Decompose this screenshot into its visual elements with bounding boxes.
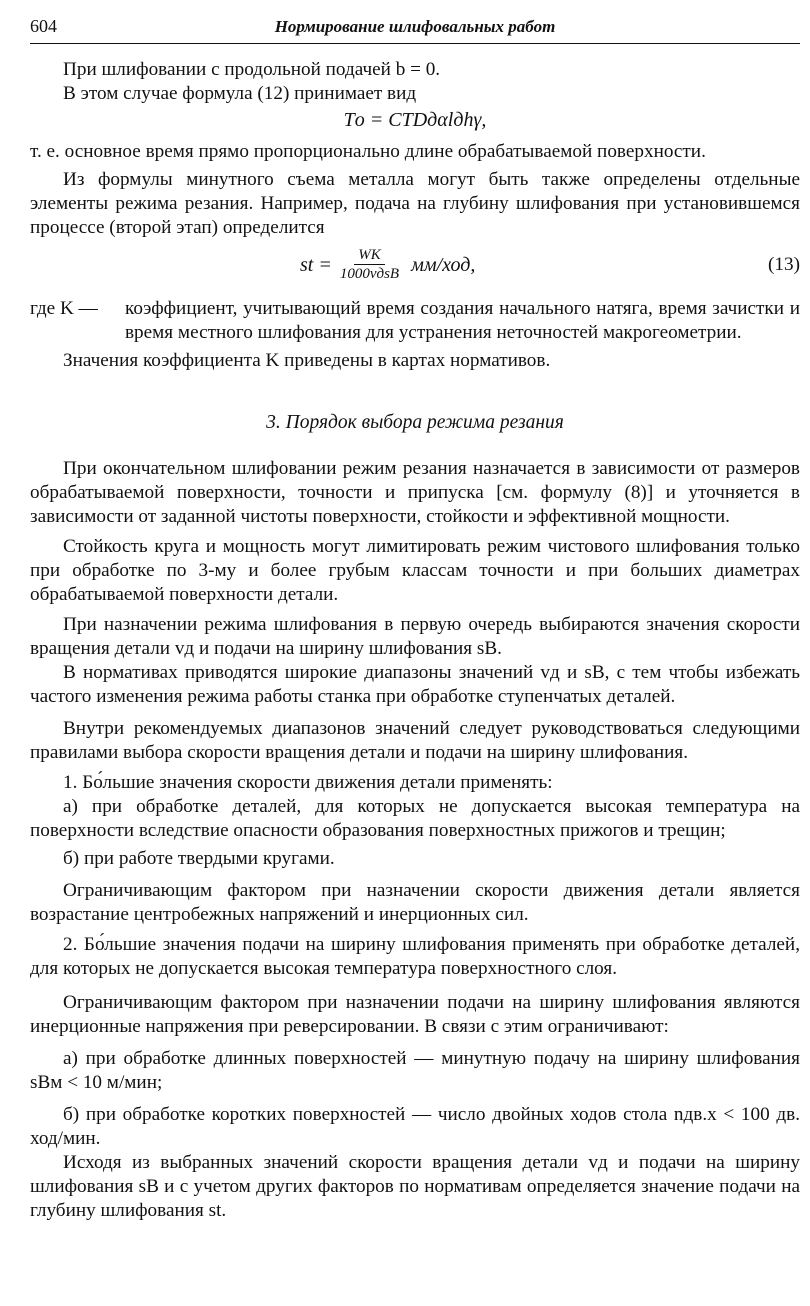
list-item: 2. Бо́льшие значения подачи на ширину шлифования применять при обработке деталей, для которых не допускается высокая температура поверхностного слоя.: [30, 934, 800, 979]
equation-number: (13): [768, 253, 800, 275]
formula-13-expression: [300, 246, 475, 283]
list-item: а) при обработке деталей, для которых не допускается высокая температура на поверхности вследствие опасности образования поверхностных прижогов и трещин;: [30, 796, 800, 841]
running-title: Нормирование шлифовальных работ: [274, 17, 556, 36]
list-item: а) при обработке длинных поверхностей — минутную подачу на ширину шлифования sBм < 10 м/мин;: [30, 1048, 800, 1093]
formula-13-fraction: [340, 246, 399, 283]
formula-13-unit: мм/ход,: [411, 253, 476, 276]
section-title: 3. Порядок выбора режима резания: [266, 412, 564, 433]
where-text: коэффициент, учитывающий время создания начального натяга, время зачистки и время местного шлифования для устранения неточностей макрогеометрии.: [125, 298, 800, 343]
paragraph: т. е. основное время прямо пропорционально длине обрабатываемой поверхности.: [30, 141, 706, 162]
paragraph: Ограничивающим фактором при назначении скорости движения детали является возрастание центробежных напряжений и инерционных сил.: [30, 880, 800, 925]
paragraph: Значения коэффициента K приведены в картах нормативов.: [63, 350, 551, 371]
paragraph: При назначении режима шлифования в первую очередь выбираются значения скорости вращения детали vд и подачи на ширину шлифования sB.: [30, 614, 800, 659]
paragraph: Ограничивающим фактором при назначении подачи на ширину шлифования являются инерционные напряжения при реверсировании. В связи с этим ограничивают:: [30, 992, 800, 1037]
paragraph: Из формулы минутного съема металла могут быть также определены отдельные элементы режима резания. Например, подача на глубину шлифования при установившемся процессе (второй этап) определится: [30, 169, 800, 238]
document-page: [30, 14, 800, 1223]
paragraph: При окончательном шлифовании режим резания назначается в зависимости от размеров обрабатываемой поверхности, точности и припуска [см. формулу (8)] и уточняется в зависимости от заданной чистоты поверхности, стойкости и эффективной мощности.: [30, 458, 800, 527]
list-item: б) при работе твердыми кругами.: [63, 848, 335, 869]
list-item: 1. Бо́льшие значения скорости движения детали применять:: [63, 772, 553, 793]
where-label: где K —: [30, 298, 98, 319]
formula-13-lhs: st =: [300, 253, 332, 276]
paragraph: Внутри рекомендуемых диапазонов значений следует руководствоваться следующими правилами выбора скорости вращения детали и подачи на ширину шлифования.: [30, 718, 800, 763]
formula-12: Tо = CTDдαlдhγ,: [343, 109, 487, 131]
page-header: [30, 14, 800, 44]
formula-13: [30, 246, 800, 283]
paragraph: В нормативах приводятся широкие диапазоны значений vд и sB, с тем чтобы избежать частого изменения режима работы станка при обработке ступенчатых деталей.: [30, 662, 800, 707]
list-item: б) при обработке коротких поверхностей — число двойных ходов стола nдв.х < 100 дв. ход/мин.: [30, 1104, 800, 1149]
formula-13-denominator: 1000vдsB: [339, 266, 400, 282]
page-number: 604: [30, 16, 57, 36]
paragraph: Исходя из выбранных значений скорости вращения детали vд и подачи на ширину шлифования sB и с учетом других факторов по нормативам определяется значение подачи на глубину шлифования st.: [30, 1152, 800, 1221]
paragraph: В этом случае формула (12) принимает вид: [63, 83, 417, 104]
paragraph: Стойкость круга и мощность могут лимитировать режим чистового шлифования только при обработке по 3-му и более грубым классам точности и при больших диаметрах обрабатываемой поверхности детали.: [30, 536, 800, 605]
formula-13-numerator: WK: [354, 246, 385, 265]
where-clause: [30, 297, 800, 345]
paragraph: При шлифовании с продольной подачей b = 0.: [63, 59, 441, 80]
